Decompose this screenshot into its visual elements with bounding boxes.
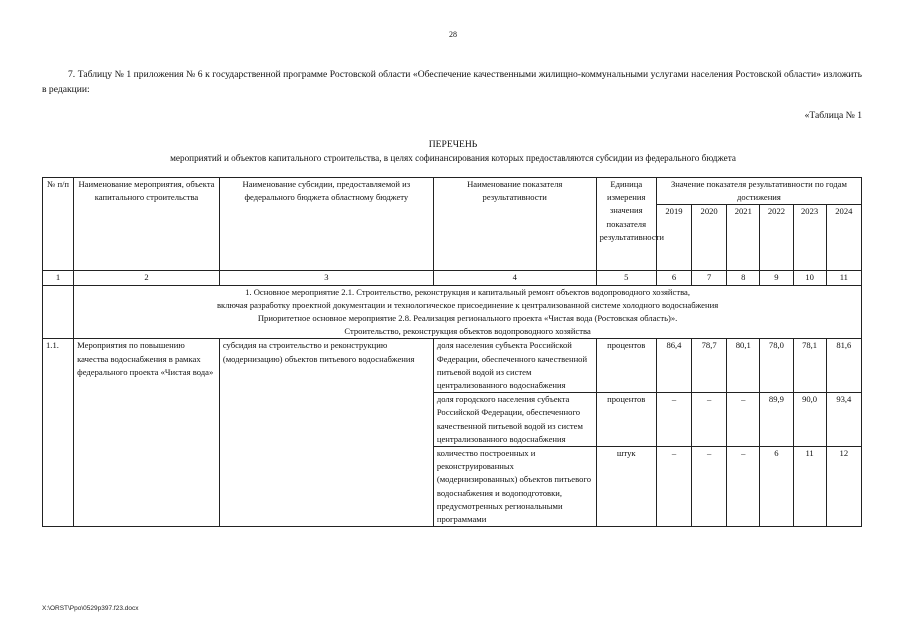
indicator-value: – [692,447,727,527]
indicator-unit: процентов [596,393,656,447]
indicator-value: – [656,447,691,527]
header-indicator-name: Наименование показателя результативности [433,178,596,271]
document-subtitle: мероприятий и объектов капитального строительства, в целях софинансирования которых предоставляются субсидии из федерального бюджета [170,153,736,163]
header-num: № п/п [43,178,74,271]
column-number: 1 [43,271,74,285]
header-subsidy-name: Наименование субсидии, предоставляемой из федерального бюджета областному бюджету [219,178,433,271]
indicator-value: 86,4 [656,339,691,393]
indicator-value: 12 [826,447,861,527]
header-values-group: Значение показателя результативности по годам достижения [656,178,861,205]
header-year: 2022 [760,205,793,271]
indicator-name: доля городского населения субъекта Российской Федерации, обеспеченного качественной питьевой водой из систем централизованного водоснабжения [433,393,596,447]
indicator-value: 11 [793,447,826,527]
column-number: 3 [219,271,433,285]
page-number: 28 [449,30,457,39]
document-title: ПЕРЕЧЕНЬ [428,139,478,150]
column-number: 11 [826,271,861,285]
section-cell [74,285,862,339]
header-row-1 [43,178,862,205]
indicator-value: – [727,393,760,447]
column-number: 2 [74,271,220,285]
footer-file-path: X:\ORST\Ppo\0529p397.f23.docx [42,605,139,612]
intro-paragraph: 7. Таблицу № 1 приложения № 6 к государственной программе Ростовской области «Обеспечение качественными жилищно-коммунальными услугами населения Ростовской области» изложить в редакции: [42,69,862,95]
indicator-value: – [656,393,691,447]
header-year: 2024 [826,205,861,271]
column-number: 4 [433,271,596,285]
indicator-value: 89,9 [760,393,793,447]
header-year: 2019 [656,205,691,271]
indicator-value: 80,1 [727,339,760,393]
indicator-unit: процентов [596,339,656,393]
indicator-value: – [727,447,760,527]
indicator-value: 93,4 [826,393,861,447]
header-year: 2021 [727,205,760,271]
indicator-value: 6 [760,447,793,527]
indicator-value: 90,0 [793,393,826,447]
column-number: 8 [727,271,760,285]
section-line: 1. Основное мероприятие 2.1. Строительство, реконструкция и капитальный ремонт объектов водопроводного хозяйства, [245,286,691,297]
indicator-value: 78,0 [760,339,793,393]
column-number: 9 [760,271,793,285]
column-number: 6 [656,271,691,285]
indicator-unit: штук [596,447,656,527]
indicator-value: 78,7 [692,339,727,393]
header-year: 2023 [793,205,826,271]
section-row [43,285,862,339]
table-row [43,339,862,393]
indicator-value: 78,1 [793,339,826,393]
header-measure-name: Наименование мероприятия, объекта капитального строительства [74,178,220,271]
column-number: 7 [692,271,727,285]
section-line: Строительство, реконструкция объектов водопроводного хозяйства [344,326,591,337]
row-subsidy: субсидия на строительство и реконструкцию (модернизацию) объектов питьевого водоснабжения [219,339,433,527]
column-numbers-row [43,271,862,285]
column-number: 5 [596,271,656,285]
section-line: Приоритетное основное мероприятие 2.8. Реализация регионального проекта «Чистая вода (Ростовская область)». [257,313,678,324]
header-year: 2020 [692,205,727,271]
section-line: включая разработку проектной документации и технологическое присоединение к централизованной системе холодного водоснабжения [216,299,719,310]
column-number: 10 [793,271,826,285]
row-num: 1.1. [43,339,74,527]
header-unit: Единица измерения значения показателя результативности [596,178,656,271]
table-reference: «Таблица № 1 [804,110,862,121]
indicator-name: количество построенных и реконструированных (модернизированных) объектов питьевого водоснабжения и водоподготовки, предусмотренных региональными программами [433,447,596,527]
indicator-value: – [692,393,727,447]
measures-table [42,177,862,527]
row-measure: Мероприятия по повышению качества водоснабжения в рамках федерального проекта «Чистая вода» [74,339,220,527]
indicator-name: доля населения субъекта Российской Федерации, обеспеченного качественной питьевой водой из систем централизованного водоснабжения [433,339,596,393]
indicator-value: 81,6 [826,339,861,393]
